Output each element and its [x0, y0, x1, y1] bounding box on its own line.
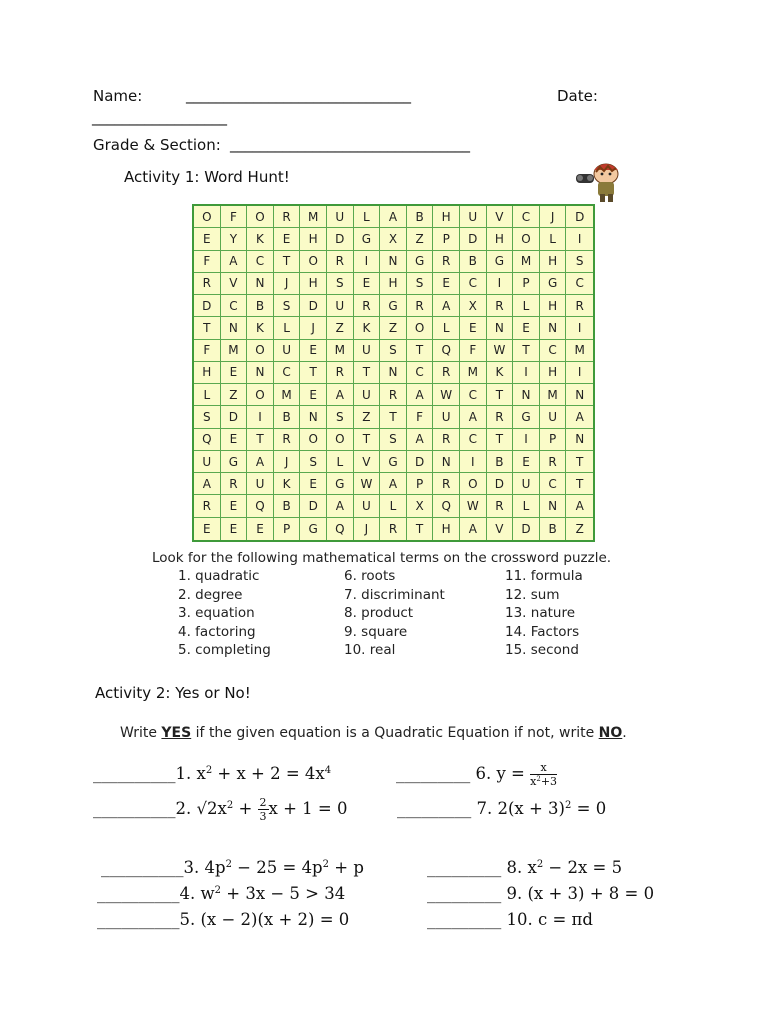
no-keyword: NO	[598, 725, 623, 741]
equation-item-9: _________ 9. (x + 3) + 8 = 0	[427, 884, 655, 903]
grid-letter[interactable]: J	[354, 518, 381, 540]
grid-letter[interactable]: G	[380, 451, 407, 473]
grid-letter[interactable]: R	[327, 362, 354, 384]
grid-letter[interactable]: N	[487, 317, 514, 339]
grid-letter[interactable]: C	[460, 384, 487, 406]
grid-letter[interactable]: T	[247, 429, 274, 451]
grid-letter[interactable]: A	[407, 384, 434, 406]
grid-letter[interactable]: S	[327, 273, 354, 295]
grid-letter[interactable]: O	[513, 228, 540, 250]
grid-letter[interactable]: Q	[433, 340, 460, 362]
grid-letter[interactable]: N	[540, 495, 567, 517]
grid-letter[interactable]: E	[221, 518, 248, 540]
terms-column-3	[505, 567, 583, 660]
answer-blank[interactable]: _________	[427, 910, 502, 929]
grid-letter[interactable]: E	[221, 362, 248, 384]
grid-letter[interactable]: B	[274, 495, 301, 517]
grid-letter[interactable]: A	[247, 451, 274, 473]
grid-letter[interactable]: M	[460, 362, 487, 384]
grid-letter[interactable]: G	[407, 251, 434, 273]
grid-letter[interactable]: T	[300, 362, 327, 384]
grid-letter[interactable]: U	[327, 206, 354, 228]
grid-letter[interactable]: E	[194, 518, 221, 540]
term-item: 9. square	[344, 623, 408, 640]
grid-letter[interactable]: O	[247, 206, 274, 228]
grid-letter[interactable]: F	[460, 340, 487, 362]
grade-section-field[interactable]: ________________________________	[230, 135, 470, 153]
grid-letter[interactable]: R	[274, 429, 301, 451]
grid-letter[interactable]: T	[407, 518, 434, 540]
grid-letter[interactable]: T	[487, 384, 514, 406]
grid-letter[interactable]: E	[274, 228, 301, 250]
answer-blank[interactable]: _________	[427, 884, 502, 903]
name-field[interactable]: ______________________________	[186, 86, 411, 104]
grid-letter[interactable]: D	[487, 473, 514, 495]
grid-letter[interactable]: S	[194, 406, 221, 428]
grid-letter[interactable]: G	[354, 228, 381, 250]
grid-letter[interactable]: A	[460, 406, 487, 428]
equation-item-6: _________ 6. y = $\frac{x}{x^2+3}$	[396, 761, 558, 788]
grade-section-label: Grade & Section:	[93, 136, 221, 154]
grid-letter[interactable]: C	[221, 295, 248, 317]
grid-letter[interactable]: E	[300, 384, 327, 406]
date-label: Date:	[557, 87, 598, 105]
grid-letter[interactable]: A	[380, 473, 407, 495]
yes-keyword: YES	[161, 725, 192, 741]
terms-column-1	[178, 567, 271, 660]
equation-item-2: __________2. $√2x^2$ + $\frac{2}{3}$ x + 1 = 0	[93, 796, 348, 823]
grid-letter[interactable]: A	[194, 473, 221, 495]
grid-letter[interactable]: T	[566, 473, 593, 495]
grid-letter[interactable]: O	[300, 429, 327, 451]
grid-letter[interactable]: Q	[247, 495, 274, 517]
grid-letter[interactable]: R	[274, 206, 301, 228]
grid-letter[interactable]: B	[247, 295, 274, 317]
grid-letter[interactable]: H	[433, 206, 460, 228]
grid-letter[interactable]: G	[540, 273, 567, 295]
grid-letter[interactable]: L	[354, 206, 381, 228]
grid-letter[interactable]: Z	[354, 406, 381, 428]
term-item: 13. nature	[505, 605, 575, 621]
grid-letter[interactable]: O	[247, 384, 274, 406]
grid-letter[interactable]: L	[327, 451, 354, 473]
grid-letter[interactable]: G	[513, 406, 540, 428]
grid-letter[interactable]: E	[433, 273, 460, 295]
grid-letter[interactable]: D	[300, 495, 327, 517]
answer-blank[interactable]: __________	[93, 764, 176, 783]
grid-letter[interactable]: R	[433, 473, 460, 495]
grid-letter[interactable]: I	[247, 406, 274, 428]
grid-letter[interactable]: C	[274, 362, 301, 384]
grid-letter[interactable]: N	[247, 362, 274, 384]
activity1-instruction: Look for the following mathematical terms on the crossword puzzle.	[152, 550, 612, 566]
grid-letter[interactable]: S	[300, 451, 327, 473]
grid-letter[interactable]: R	[540, 451, 567, 473]
grid-letter[interactable]: R	[194, 495, 221, 517]
grid-letter[interactable]: O	[194, 206, 221, 228]
grid-letter[interactable]: H	[540, 251, 567, 273]
grid-letter[interactable]: I	[354, 251, 381, 273]
grid-letter[interactable]: E	[221, 429, 248, 451]
grid-letter[interactable]: F	[194, 340, 221, 362]
grid-letter[interactable]: N	[513, 384, 540, 406]
equation-item-3: __________3. $4p^2 - 25 = 4p^2 + p$	[101, 858, 364, 877]
grid-letter[interactable]: L	[380, 495, 407, 517]
answer-blank[interactable]: __________	[97, 884, 180, 903]
grid-letter[interactable]: T	[407, 340, 434, 362]
grid-letter[interactable]: M	[274, 384, 301, 406]
name-label: Name:	[93, 87, 143, 105]
term-item: 5. completing	[178, 642, 271, 658]
grid-letter[interactable]: T	[354, 429, 381, 451]
grid-letter[interactable]: C	[460, 429, 487, 451]
fraction: $\frac{x}{x^2+3}$	[530, 761, 558, 788]
grid-letter[interactable]: I	[513, 362, 540, 384]
grid-letter[interactable]: E	[354, 273, 381, 295]
grid-letter[interactable]: M	[513, 251, 540, 273]
grid-letter[interactable]: Q	[327, 518, 354, 540]
grid-letter[interactable]: W	[433, 384, 460, 406]
grid-letter[interactable]: C	[513, 206, 540, 228]
grid-letter[interactable]: H	[300, 228, 327, 250]
grid-letter[interactable]: W	[354, 473, 381, 495]
grid-letter[interactable]: L	[513, 495, 540, 517]
grid-letter[interactable]: D	[327, 228, 354, 250]
grid-letter[interactable]: R	[194, 273, 221, 295]
term-item: 8. product	[344, 605, 414, 621]
grid-letter[interactable]: D	[194, 295, 221, 317]
grid-letter[interactable]: U	[327, 295, 354, 317]
grid-letter[interactable]: S	[407, 273, 434, 295]
grid-letter[interactable]: E	[194, 228, 221, 250]
grid-letter[interactable]: K	[354, 317, 381, 339]
grid-letter[interactable]: U	[354, 340, 381, 362]
grid-letter[interactable]: R	[433, 362, 460, 384]
grid-letter[interactable]: C	[247, 251, 274, 273]
grid-letter[interactable]: E	[247, 518, 274, 540]
grid-letter[interactable]: N	[566, 429, 593, 451]
grid-letter[interactable]: J	[300, 317, 327, 339]
grid-letter[interactable]: N	[380, 362, 407, 384]
grid-letter[interactable]: I	[566, 362, 593, 384]
grid-letter[interactable]: T	[274, 251, 301, 273]
grid-letter[interactable]: F	[407, 406, 434, 428]
grid-letter[interactable]: L	[194, 384, 221, 406]
grid-letter[interactable]: G	[327, 473, 354, 495]
grid-letter[interactable]: U	[354, 384, 381, 406]
answer-blank[interactable]: __________	[93, 799, 176, 818]
grid-letter[interactable]: E	[513, 451, 540, 473]
grid-letter[interactable]: T	[380, 406, 407, 428]
grid-letter[interactable]: U	[540, 406, 567, 428]
grid-letter[interactable]: U	[460, 206, 487, 228]
grid-letter[interactable]: F	[221, 206, 248, 228]
answer-blank[interactable]: _________	[427, 858, 502, 877]
grid-letter[interactable]: H	[487, 228, 514, 250]
grid-letter[interactable]: N	[380, 251, 407, 273]
grid-letter[interactable]: O	[460, 473, 487, 495]
grid-letter[interactable]: O	[247, 340, 274, 362]
grid-letter[interactable]: I	[460, 451, 487, 473]
grid-letter[interactable]: R	[487, 406, 514, 428]
grid-letter[interactable]: M	[566, 340, 593, 362]
grid-letter[interactable]: Z	[327, 317, 354, 339]
grid-letter[interactable]: C	[566, 273, 593, 295]
grid-letter[interactable]: X	[380, 228, 407, 250]
term-item: 3. equation	[178, 605, 255, 621]
grid-letter[interactable]: C	[540, 340, 567, 362]
grid-letter[interactable]: O	[327, 429, 354, 451]
term-item: 12. sum	[505, 586, 560, 603]
grid-letter[interactable]: T	[194, 317, 221, 339]
grid-letter[interactable]: A	[221, 251, 248, 273]
grid-letter[interactable]: G	[300, 518, 327, 540]
grid-letter[interactable]: U	[433, 406, 460, 428]
grid-letter[interactable]: D	[566, 206, 593, 228]
grid-letter[interactable]: X	[460, 295, 487, 317]
equation-item-10: _________ 10. c = πd	[427, 910, 593, 929]
grid-letter[interactable]: C	[540, 473, 567, 495]
equation-item-1: __________1. $x^2 + x + 2 = 4x^4$	[93, 764, 332, 783]
grid-letter[interactable]: G	[380, 295, 407, 317]
grid-letter[interactable]: P	[407, 473, 434, 495]
grid-letter[interactable]: U	[354, 495, 381, 517]
grid-letter[interactable]: P	[433, 228, 460, 250]
grid-letter[interactable]: W	[460, 495, 487, 517]
grid-letter[interactable]: N	[540, 317, 567, 339]
term-item: 4. factoring	[178, 623, 256, 640]
grid-letter[interactable]: B	[460, 251, 487, 273]
grid-letter[interactable]: T	[354, 362, 381, 384]
grid-letter[interactable]: C	[407, 362, 434, 384]
terms-column-2	[344, 567, 445, 660]
answer-blank[interactable]: _________	[396, 764, 471, 783]
grid-letter[interactable]: J	[274, 273, 301, 295]
grid-letter[interactable]: N	[221, 317, 248, 339]
grid-letter[interactable]: A	[380, 206, 407, 228]
grid-letter[interactable]: R	[487, 295, 514, 317]
grid-letter[interactable]: R	[433, 429, 460, 451]
grid-letter[interactable]: K	[487, 362, 514, 384]
grid-letter[interactable]: A	[327, 495, 354, 517]
equation-item-5: __________5. (x − 2)(x + 2) = 0	[97, 910, 350, 929]
grid-letter[interactable]: I	[566, 317, 593, 339]
grid-letter[interactable]: R	[221, 473, 248, 495]
equation-item-7: _________ 7. $2(x + 3)^2 = 0$	[397, 799, 607, 818]
activity2-instruction: Write YES if the given equation is a Quadratic Equation if not, write NO.	[120, 725, 627, 741]
grid-letter[interactable]: M	[300, 206, 327, 228]
grid-letter[interactable]: D	[460, 228, 487, 250]
grid-letter[interactable]: Q	[194, 429, 221, 451]
grid-letter[interactable]: L	[513, 295, 540, 317]
grid-letter[interactable]: P	[540, 429, 567, 451]
grid-letter[interactable]: R	[380, 384, 407, 406]
grid-letter[interactable]: H	[540, 295, 567, 317]
grid-letter[interactable]: H	[300, 273, 327, 295]
grid-letter[interactable]: H	[380, 273, 407, 295]
grid-letter[interactable]: F	[194, 251, 221, 273]
grid-letter[interactable]: N	[566, 384, 593, 406]
grid-letter[interactable]: U	[194, 451, 221, 473]
grid-letter[interactable]: S	[380, 340, 407, 362]
grid-letter[interactable]: L	[433, 317, 460, 339]
term-item: 14. Factors	[505, 623, 580, 640]
grid-letter[interactable]: M	[540, 384, 567, 406]
grid-letter[interactable]: T	[487, 429, 514, 451]
grid-letter[interactable]: A	[566, 495, 593, 517]
grid-letter[interactable]: I	[487, 273, 514, 295]
grid-letter[interactable]: E	[300, 340, 327, 362]
grid-letter[interactable]: R	[354, 295, 381, 317]
grid-letter[interactable]: U	[247, 473, 274, 495]
grid-letter[interactable]: Z	[407, 228, 434, 250]
grid-letter[interactable]: P	[274, 518, 301, 540]
grid-letter[interactable]: J	[274, 451, 301, 473]
grid-letter[interactable]: E	[460, 317, 487, 339]
grid-letter[interactable]: E	[221, 495, 248, 517]
grid-letter[interactable]: N	[247, 273, 274, 295]
term-item: 10. real	[344, 642, 396, 658]
grid-letter[interactable]: B	[274, 406, 301, 428]
grid-letter[interactable]: G	[221, 451, 248, 473]
grid-letter[interactable]: L	[274, 317, 301, 339]
term-item: 15. second	[505, 642, 579, 658]
grid-letter[interactable]: D	[300, 295, 327, 317]
equation-item-4: __________4. $w^2 + 3x - 5 > 34$	[97, 884, 346, 903]
grid-letter[interactable]: S	[274, 295, 301, 317]
grid-letter[interactable]: P	[513, 273, 540, 295]
grid-letter[interactable]: H	[433, 518, 460, 540]
term-item: 1. quadratic	[178, 568, 260, 584]
grid-letter[interactable]: A	[327, 384, 354, 406]
grid-letter[interactable]: E	[513, 317, 540, 339]
fraction: $\frac{2}{3}$	[259, 796, 267, 823]
grid-letter[interactable]: Q	[433, 495, 460, 517]
grid-letter[interactable]: K	[247, 317, 274, 339]
grid-letter[interactable]: A	[460, 518, 487, 540]
grid-letter[interactable]: R	[566, 295, 593, 317]
grid-letter[interactable]: R	[407, 295, 434, 317]
grid-letter[interactable]: T	[513, 340, 540, 362]
grid-letter[interactable]: B	[407, 206, 434, 228]
grid-letter[interactable]: U	[513, 473, 540, 495]
grid-letter[interactable]: S	[380, 429, 407, 451]
grid-letter[interactable]: C	[460, 273, 487, 295]
term-item: 11. formula	[505, 568, 583, 584]
grid-letter[interactable]: R	[487, 495, 514, 517]
grid-letter[interactable]: Y	[221, 228, 248, 250]
grid-letter[interactable]: H	[194, 362, 221, 384]
grid-letter[interactable]: J	[540, 206, 567, 228]
grid-letter[interactable]: R	[433, 251, 460, 273]
grid-letter[interactable]: K	[274, 473, 301, 495]
grid-letter[interactable]: U	[274, 340, 301, 362]
explorer-kid-icon	[570, 160, 640, 204]
grid-letter[interactable]: L	[540, 228, 567, 250]
date-field[interactable]: __________________	[92, 108, 227, 126]
equation-item-8: _________ 8. $x^2 - 2x = 5$	[427, 858, 623, 877]
answer-blank[interactable]: _________	[397, 799, 472, 818]
grid-letter[interactable]: D	[407, 451, 434, 473]
grid-letter[interactable]: I	[513, 429, 540, 451]
grid-letter[interactable]: R	[327, 251, 354, 273]
grid-letter[interactable]: V	[487, 518, 514, 540]
grid-letter[interactable]: Z	[575, 521, 584, 536]
grid-letter[interactable]: T	[566, 451, 593, 473]
grid-letter[interactable]: G	[487, 251, 514, 273]
grid-letter[interactable]: W	[487, 340, 514, 362]
grid-letter[interactable]: Z	[380, 317, 407, 339]
grid-letter[interactable]: I	[566, 228, 593, 250]
grid-letter[interactable]: A	[566, 406, 593, 428]
grid-letter[interactable]: R	[380, 518, 407, 540]
grid-letter[interactable]: N	[433, 451, 460, 473]
grid-letter[interactable]: B	[540, 518, 567, 540]
grid-letter[interactable]: O	[300, 251, 327, 273]
grid-letter[interactable]: A	[433, 295, 460, 317]
grid-letter[interactable]: E	[300, 473, 327, 495]
grid-letter[interactable]: N	[300, 406, 327, 428]
word-search-grid	[192, 204, 595, 542]
grid-letter[interactable]: S	[566, 251, 593, 273]
grid-letter[interactable]: Z	[221, 384, 248, 406]
grid-letter[interactable]: M	[221, 340, 248, 362]
grid-letter[interactable]: V	[221, 273, 248, 295]
grid-letter[interactable]: M	[327, 340, 354, 362]
grid-letter[interactable]: B	[487, 451, 514, 473]
term-item: 6. roots	[344, 568, 396, 584]
grid-letter[interactable]: V	[354, 451, 381, 473]
grid-letter[interactable]: K	[247, 228, 274, 250]
activity2-title: Activity 2: Yes or No!	[95, 684, 251, 702]
answer-blank[interactable]: __________	[97, 910, 180, 929]
term-item: 7. discriminant	[344, 586, 445, 603]
activity1-title: Activity 1: Word Hunt!	[124, 168, 290, 186]
answer-blank[interactable]: __________	[101, 858, 184, 877]
grid-letter[interactable]: O	[407, 317, 434, 339]
grid-letter[interactable]: V	[487, 206, 514, 228]
grid-letter[interactable]: S	[327, 406, 354, 428]
grid-letter[interactable]: D	[221, 406, 248, 428]
grid-letter[interactable]: X	[407, 495, 434, 517]
grid-letter[interactable]: D	[513, 518, 540, 540]
grid-letter[interactable]: A	[407, 429, 434, 451]
grid-letter[interactable]: H	[540, 362, 567, 384]
term-item: 2. degree	[178, 586, 243, 603]
